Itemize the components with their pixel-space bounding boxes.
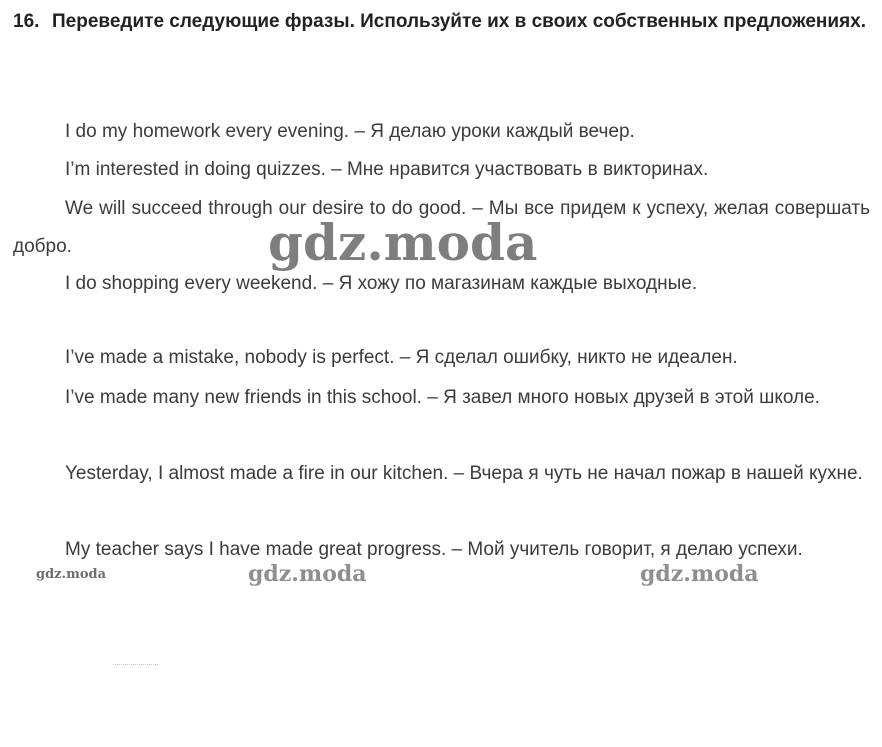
task-heading <box>13 4 871 39</box>
phrase-paragraph: Yesterday, I almost made a fire in our kitchen. – Вчера я чуть не начал пожар в нашей кухне. <box>65 463 863 484</box>
phrase-paragraph: We will succeed through our desire to do good. – Мы все придем к успеху, желая совершать добро. <box>13 198 870 257</box>
phrase-paragraph: I’ve made many new friends in this school. – Я завел много новых друзей в этой школе. <box>65 387 820 408</box>
task-number: 16. <box>13 11 40 32</box>
watermark-logo: gdz.moda <box>248 561 367 587</box>
phrase-line: I do my homework every evening. – Я делаю уроки каждый вечер. <box>65 121 635 142</box>
phrase-line: I do shopping every weekend. – Я хожу по магазинам каждые выходные. <box>65 273 698 294</box>
phrase-paragraph: My teacher says I have made great progress. – Мой учитель говорит, я делаю успехи. <box>65 539 803 560</box>
divider <box>113 664 158 665</box>
watermark-logo: gdz.moda <box>640 561 759 587</box>
phrase-line: I’ve made a mistake, nobody is perfect. – Я сделал ошибку, никто не идеален. <box>65 347 738 368</box>
watermark-logo: gdz.moda <box>36 567 107 582</box>
watermark-logo: gdz.moda <box>268 213 538 272</box>
task-instruction: Переведите следующие фразы. Используйте их в своих собственных предложениях. <box>52 11 867 32</box>
phrase-line: I’m interested in doing quizzes. – Мне нравится участвовать в викторинах. <box>65 159 709 180</box>
